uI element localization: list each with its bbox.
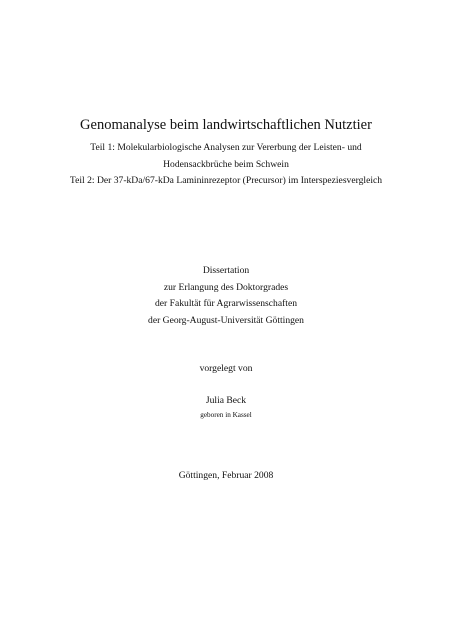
degree-purpose: zur Erlangung des Doktorgrades <box>163 282 289 293</box>
faculty-name: der Fakultät für Agrarwissenschaften <box>155 298 297 309</box>
university-name: der Georg-August-Universität Göttingen <box>148 315 304 326</box>
subtitle-part1-line1: Teil 1: Molekularbiologische Analysen zur Vererbung der Leisten- und <box>90 142 362 153</box>
place-and-date: Göttingen, Februar 2008 <box>178 470 274 481</box>
subtitle-part1-line2: Hodensackbrüche beim Schwein <box>163 159 289 170</box>
document-title: Genomanalyse beim landwirtschaftlichen Nutztier <box>80 117 372 133</box>
subtitle-part2: Teil 2: Der 37-kDa/67-kDa Lamininrezeptor (Precursor) im Interspeziesvergleich <box>69 175 383 186</box>
author-birthplace: geboren in Kassel <box>200 411 252 419</box>
dissertation-label: Dissertation <box>202 265 250 276</box>
presented-by: vorgelegt von <box>199 363 253 374</box>
author-name: Julia Beck <box>205 395 247 406</box>
